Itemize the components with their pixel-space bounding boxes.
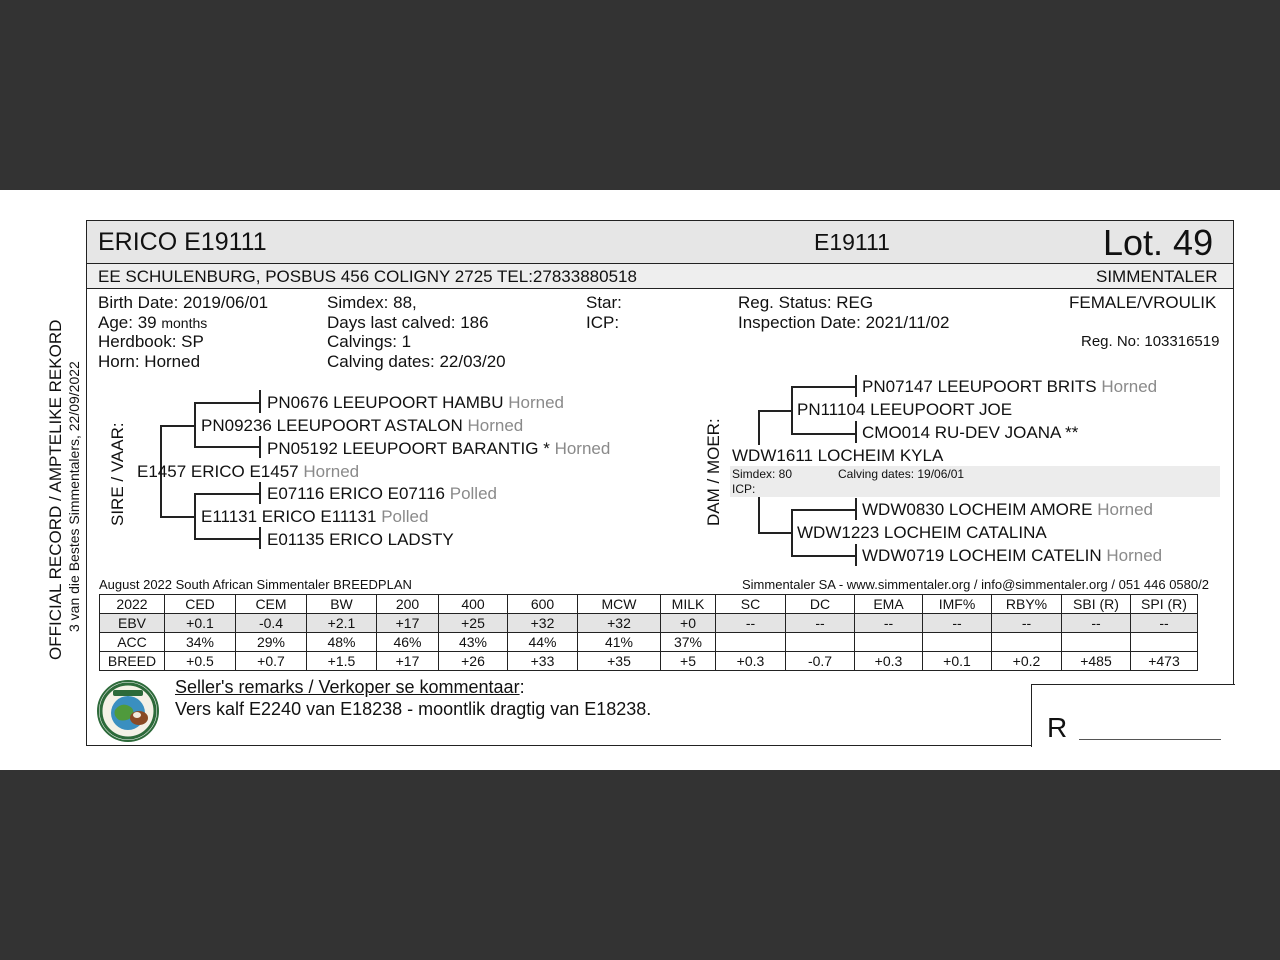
ebv-cell — [923, 633, 992, 652]
dd-bracket-bottom — [791, 555, 856, 557]
ebv-header-cell: RBY% — [992, 595, 1062, 614]
remarks-title: Seller's remarks / Verkoper se kommentaar — [175, 677, 520, 697]
ebv-cell: -- — [786, 614, 855, 633]
ear-tag: E19111 — [814, 229, 890, 255]
ssd-entry — [267, 439, 610, 459]
sire-label: SIRE / VAAR: — [108, 422, 127, 526]
ebv-cell: +1.5 — [307, 652, 377, 671]
dam-bracket-upper-h — [758, 410, 791, 412]
ebv-cell: -0.4 — [236, 614, 307, 633]
ebv-cell: 43% — [439, 633, 508, 652]
age-value: Age: 39 — [98, 313, 157, 332]
dam-info-shade — [730, 466, 1220, 497]
breed-row — [100, 652, 1198, 671]
reg-status: Reg. Status: REG — [738, 293, 874, 312]
ssd-tick — [259, 436, 261, 458]
ebv-header-cell: 400 — [439, 595, 508, 614]
ebv-cell: -- — [716, 614, 786, 633]
breedplan-contact: Simmentaler SA - www.simmentaler.org / info@simmentaler.org / 051 446 0580/2 — [742, 577, 1209, 592]
dss-entry — [862, 377, 1157, 397]
simmentaler-logo — [97, 680, 159, 742]
ebv-cell: +0.3 — [716, 652, 786, 671]
ebv-cell: -- — [923, 614, 992, 633]
ebv-header-cell: 2022 — [100, 595, 165, 614]
sss-tick — [259, 390, 261, 413]
ebv-cell: +0.1 — [165, 614, 236, 633]
ds-name: PN11104 LEEUPOORT JOE — [797, 400, 1013, 419]
ebv-row — [100, 614, 1198, 633]
icp: ICP: — [586, 313, 620, 332]
remarks-title-wrap: Seller's remarks / Verkoper se kommentaar: — [175, 677, 525, 697]
ebv-header-cell: EMA — [855, 595, 923, 614]
dss-tick — [855, 375, 857, 397]
dd-entry — [797, 523, 1047, 543]
dam-bracket-lower-h — [758, 532, 791, 534]
sd-name: E11131 ERICO E11131 — [201, 507, 377, 526]
dd-name: WDW1223 LOCHEIM CATALINA — [797, 523, 1047, 542]
ds-bracket-top — [791, 386, 856, 388]
sss-horn: Horned — [508, 393, 565, 412]
ebv-cell: -- — [992, 614, 1062, 633]
ebv-cell: -0.7 — [786, 652, 855, 671]
dds-name: WDW0830 LOCHEIM AMORE — [862, 500, 1093, 519]
ddd-entry — [862, 546, 1162, 566]
ebv-cell: +32 — [508, 614, 578, 633]
dsd-tick — [855, 421, 857, 443]
ebv-cell: +25 — [439, 614, 508, 633]
ebv-cell: +485 — [1062, 652, 1131, 671]
simdex: Simdex: 88, — [327, 293, 417, 312]
owner-address: EE SCHULENBURG, POSBUS 456 COLIGNY 2725 TEL:27833880518 — [98, 267, 637, 286]
horn-status: Horn: Horned — [98, 352, 201, 371]
ebv-cell: +5 — [661, 652, 716, 671]
reg-number: Reg. No: 103316519 — [1081, 333, 1220, 350]
ds-bracket — [791, 386, 793, 434]
inspection-date: Inspection Date: 2021/11/02 — [738, 313, 950, 332]
ebv-cell: +0.1 — [923, 652, 992, 671]
dsd-entry — [862, 423, 1078, 443]
ebv-cell: +0.2 — [992, 652, 1062, 671]
dsd-name: CMO014 RU-DEV JOANA ** — [862, 423, 1079, 442]
sire-entry — [137, 462, 359, 482]
sds-horn: Polled — [449, 484, 497, 503]
sire-horn: Horned — [303, 462, 360, 481]
ds-entry — [797, 400, 1012, 420]
ebv-header-cell: MILK — [661, 595, 716, 614]
ebv-cell: +0.3 — [855, 652, 923, 671]
ebv-header-cell: 600 — [508, 595, 578, 614]
source-label: 3 van die Bestes Simmentalers, 22/09/2022 — [66, 361, 82, 632]
ebv-header-cell: SBI (R) — [1062, 595, 1131, 614]
ebv-cell — [716, 633, 786, 652]
ebv-cell: 37% — [661, 633, 716, 652]
ebv-header-cell: BW — [307, 595, 377, 614]
ds-bracket-bottom — [791, 433, 856, 435]
ebv-header-cell: CEM — [236, 595, 307, 614]
dds-entry — [862, 500, 1153, 520]
calvings: Calvings: 1 — [327, 332, 412, 351]
star: Star: — [586, 293, 622, 312]
ebv-cell: +0.7 — [236, 652, 307, 671]
ebv-cell: +473 — [1131, 652, 1198, 671]
ss-name: PN09236 LEEUPOORT ASTALON — [201, 416, 463, 435]
ebv-header-row — [100, 595, 1198, 614]
remarks-text: Vers kalf E2240 van E18238 - moontlik dragtig van E18238. — [175, 699, 652, 719]
dam-label: DAM / MOER: — [704, 418, 723, 526]
sd-bracket-top — [194, 493, 260, 495]
dam-entry — [732, 446, 943, 466]
ebv-header-cell: MCW — [578, 595, 661, 614]
sd-bracket — [194, 493, 196, 539]
ebv-cell: 34% — [165, 633, 236, 652]
breed-label: SIMMENTALER — [1096, 267, 1218, 286]
lot-number: Lot. 49 — [1103, 222, 1214, 263]
calving-dates: Calving dates: 22/03/20 — [327, 352, 506, 371]
ebv-cell: 41% — [578, 633, 661, 652]
ss-horn: Horned — [467, 416, 524, 435]
sdd-name: E01135 ERICO LADSTY — [267, 530, 454, 549]
ebv-row-label: EBV — [100, 614, 165, 633]
r-label: R — [1047, 712, 1068, 743]
ebv-cell: +35 — [578, 652, 661, 671]
ebv-cell: -- — [1131, 614, 1198, 633]
birth-date: Birth Date: 2019/06/01 — [98, 293, 269, 312]
ebv-cell: -- — [855, 614, 923, 633]
ss-entry — [201, 416, 523, 436]
ebv-cell — [786, 633, 855, 652]
dam-name: WDW1611 LOCHEIM KYLA — [732, 446, 944, 465]
ebv-header-cell: 200 — [377, 595, 439, 614]
ebv-cell: +0 — [661, 614, 716, 633]
ebv-cell: -- — [1062, 614, 1131, 633]
herdbook: Herdbook: SP — [98, 332, 204, 351]
breedplan-source: August 2022 South African Simmentaler BREEDPLAN — [99, 577, 412, 592]
ebv-cell: +0.5 — [165, 652, 236, 671]
ssd-horn: Horned — [554, 439, 611, 458]
ebv-cell: +32 — [578, 614, 661, 633]
sdd-entry — [267, 530, 454, 550]
sex: FEMALE/VROULIK — [1069, 293, 1217, 312]
r-signature-line — [1079, 739, 1221, 740]
sss-name: PN0676 LEEUPOORT HAMBU — [267, 393, 504, 412]
dss-horn: Horned — [1101, 377, 1158, 396]
ebv-header-cell: CED — [165, 595, 236, 614]
ebv-header-cell: SPI (R) — [1131, 595, 1198, 614]
ebv-cell: +17 — [377, 614, 439, 633]
ssd-name: PN05192 LEEUPOORT BARANTIG * — [267, 439, 550, 458]
dam-calving-dates: Calving dates: 19/06/01 — [838, 467, 965, 481]
dd-bracket-top — [791, 509, 856, 511]
sdd-tick — [259, 527, 261, 549]
dds-tick — [855, 498, 857, 520]
ebv-header-cell: IMF% — [923, 595, 992, 614]
ebv-header-cell: DC — [786, 595, 855, 614]
ebv-table — [99, 594, 1198, 671]
ddd-horn: Horned — [1106, 546, 1163, 565]
animal-name: ERICO E19111 — [98, 228, 267, 256]
ebv-cell: +26 — [439, 652, 508, 671]
ss-bracket — [194, 402, 196, 447]
sire-name: E1457 ERICO E1457 — [137, 462, 299, 481]
dam-bracket-upper — [758, 410, 760, 445]
sss-entry — [267, 393, 564, 413]
dam-icp: ICP: — [732, 482, 756, 496]
ebv-header-cell: SC — [716, 595, 786, 614]
ss-bracket-top — [194, 402, 260, 404]
age — [98, 313, 207, 333]
ebv-cell: +2.1 — [307, 614, 377, 633]
sd-bracket-bottom — [194, 538, 260, 540]
ebv-cell: +17 — [377, 652, 439, 671]
sds-name: E07116 ERICO E07116 — [267, 484, 445, 503]
sire-bracket-top — [160, 425, 194, 427]
days-last-calved: Days last calved: 186 — [327, 313, 489, 332]
ddd-name: WDW0719 LOCHEIM CATELIN — [862, 546, 1102, 565]
ebv-row-label: ACC — [100, 633, 165, 652]
sds-tick — [259, 482, 261, 504]
sire-bracket-bottom — [160, 516, 194, 518]
sd-entry — [201, 507, 428, 527]
age-unit: months — [161, 315, 208, 331]
ebv-cell: 29% — [236, 633, 307, 652]
dam-simdex: Simdex: 80 — [732, 467, 793, 481]
ebv-cell — [1062, 633, 1131, 652]
ebv-row-label: BREED — [100, 652, 165, 671]
dds-horn: Horned — [1097, 500, 1153, 519]
dd-bracket — [791, 509, 793, 556]
official-record-label: OFFICIAL RECORD / AMPTELIKE REKORD — [46, 319, 65, 660]
ebv-cell: 44% — [508, 633, 578, 652]
ebv-cell: +33 — [508, 652, 578, 671]
ddd-tick — [855, 544, 857, 566]
ebv-cell — [992, 633, 1062, 652]
acc-row — [100, 633, 1198, 652]
sds-entry — [267, 484, 497, 504]
ebv-cell: 48% — [307, 633, 377, 652]
ebv-cell: 46% — [377, 633, 439, 652]
sd-horn: Polled — [381, 507, 429, 526]
ss-bracket-bottom — [194, 446, 260, 448]
ebv-cell — [1131, 633, 1198, 652]
ebv-cell — [855, 633, 923, 652]
dss-name: PN07147 LEEUPOORT BRITS — [862, 377, 1097, 396]
dam-bracket-lower — [758, 497, 760, 533]
